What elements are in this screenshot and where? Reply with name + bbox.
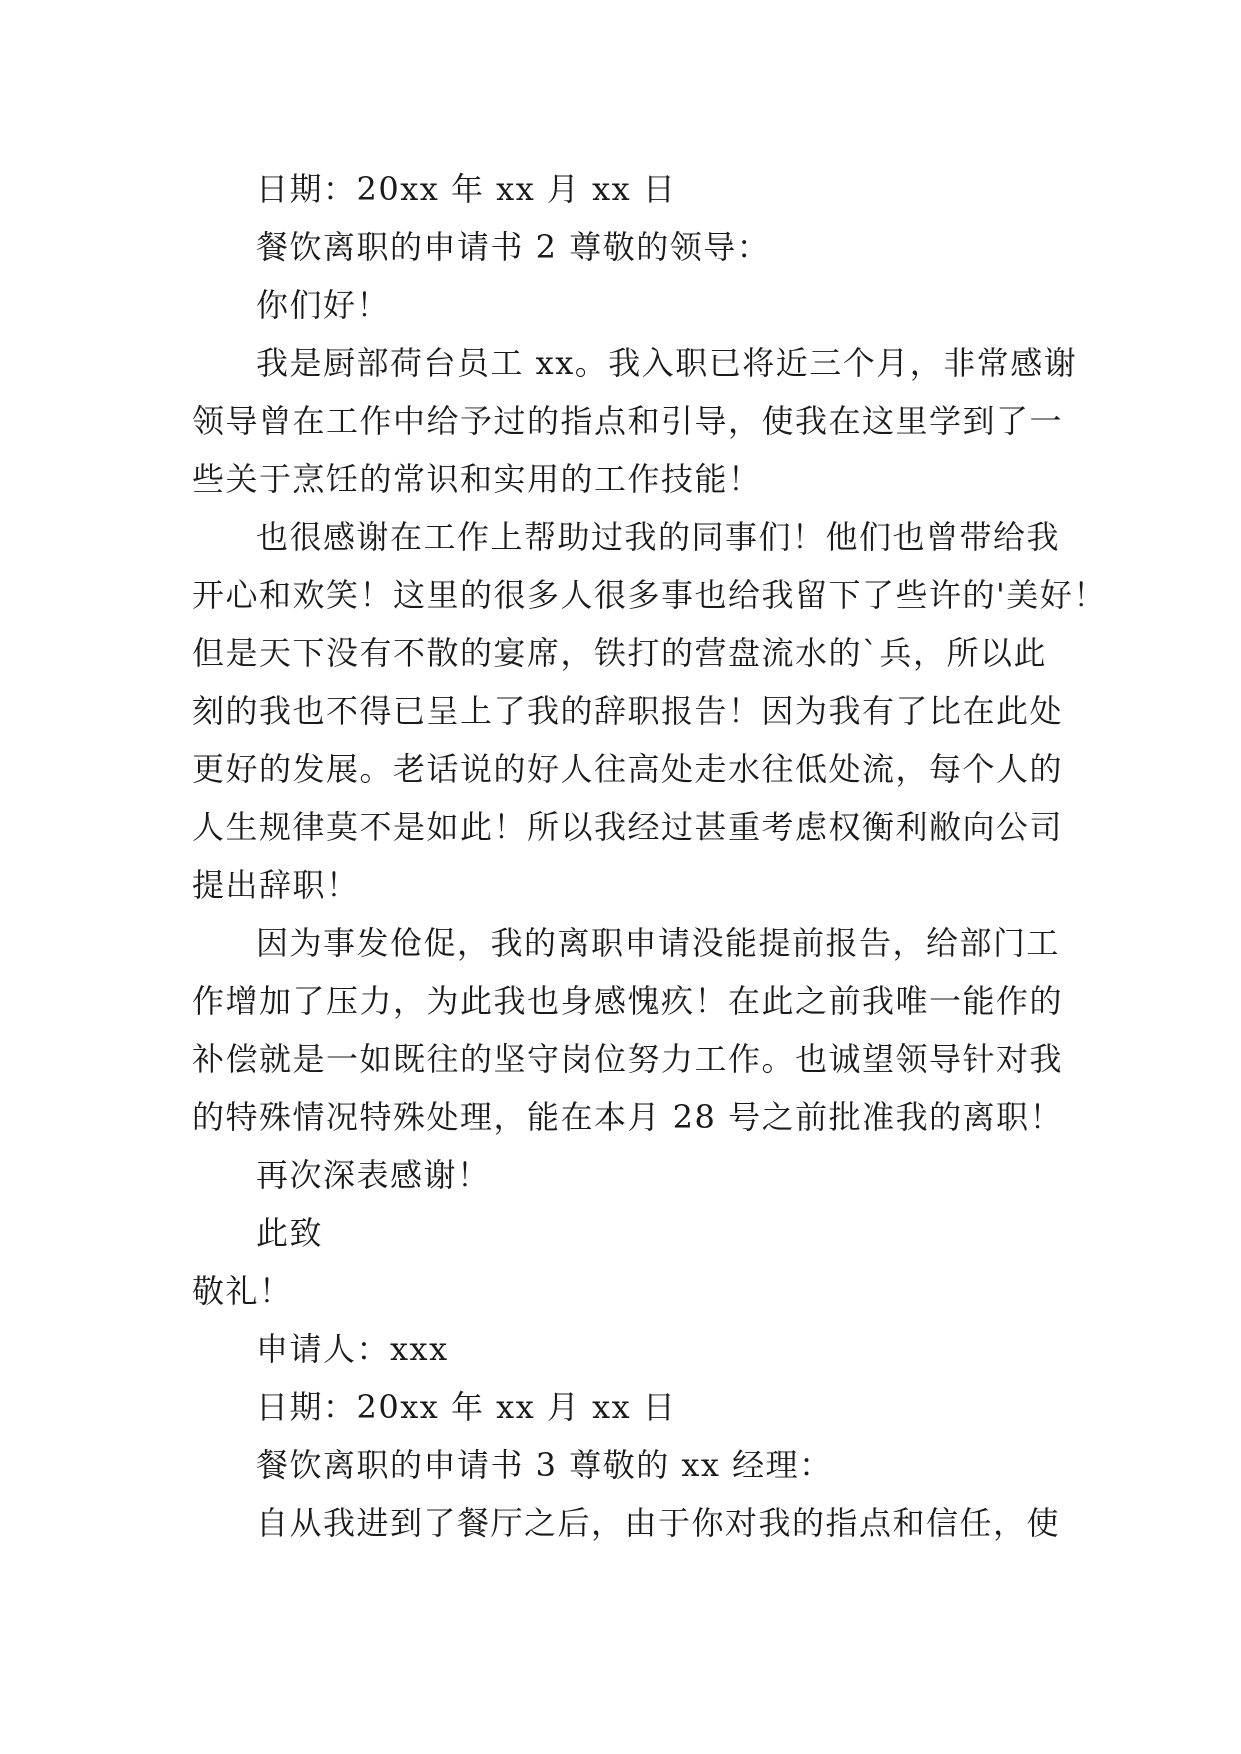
paragraph-line: 因为事发伧促，我的离职申请没能提前报告，给部门工 [256, 924, 1061, 962]
paragraph-line: 我是厨部荷台员工 xx。我入职已将近三个月，非常感谢 [256, 344, 1078, 382]
letter-2-heading: 餐饮离职的申请书 2 尊敬的领导： [256, 228, 771, 266]
paragraph-line: 人生规律莫不是如此！所以我经过甚重考虑权衡利敝向公司 [192, 808, 1064, 846]
paragraph-line: 更好的发展。老话说的好人往高处走水往低处流，每个人的 [192, 750, 1064, 788]
letter-3-heading: 餐饮离职的申请书 3 尊敬的 xx 经理： [256, 1446, 833, 1484]
thanks-line: 再次深表感谢！ [256, 1156, 491, 1194]
date-line: 日期：20xx 年 xx 月 xx 日 [256, 1388, 677, 1426]
paragraph-line: 的特殊情况特殊处理，能在本月 28 号之前批准我的离职！ [192, 1098, 1064, 1136]
applicant-line: 申请人：xxx [256, 1330, 449, 1368]
greeting: 你们好！ [256, 286, 391, 324]
paragraph-line: 但是天下没有不散的宴席，铁打的营盘流水的`兵，所以此 [192, 634, 1048, 672]
paragraph-line: 些关于烹饪的常识和实用的工作技能！ [192, 460, 762, 498]
date-line: 日期：20xx 年 xx 月 xx 日 [256, 170, 677, 208]
letter-body [192, 160, 1107, 1552]
paragraph-line: 领导曾在工作中给予过的指点和引导，使我在这里学到了一 [192, 402, 1064, 440]
paragraph-line: 开心和欢笑！这里的很多人很多事也给我留下了些许的'美好！ [192, 576, 1107, 614]
closing-line: 此致 [256, 1214, 324, 1252]
salute-line: 敬礼！ [192, 1272, 293, 1310]
paragraph-line: 补偿就是一如既往的坚守岗位努力工作。也诚望领导针对我 [192, 1040, 1064, 1078]
paragraph-line: 作增加了压力，为此我也身感愧疚！在此之前我唯一能作的 [192, 982, 1064, 1020]
paragraph-line: 也很感谢在工作上帮助过我的同事们！他们也曾带给我 [256, 518, 1061, 556]
paragraph-line: 刻的我也不得已呈上了我的辞职报告！因为我有了比在此处 [192, 692, 1064, 730]
paragraph-line: 提出辞职！ [192, 866, 360, 904]
paragraph-line: 自从我进到了餐厅之后，由于你对我的指点和信任，使 [256, 1504, 1061, 1542]
